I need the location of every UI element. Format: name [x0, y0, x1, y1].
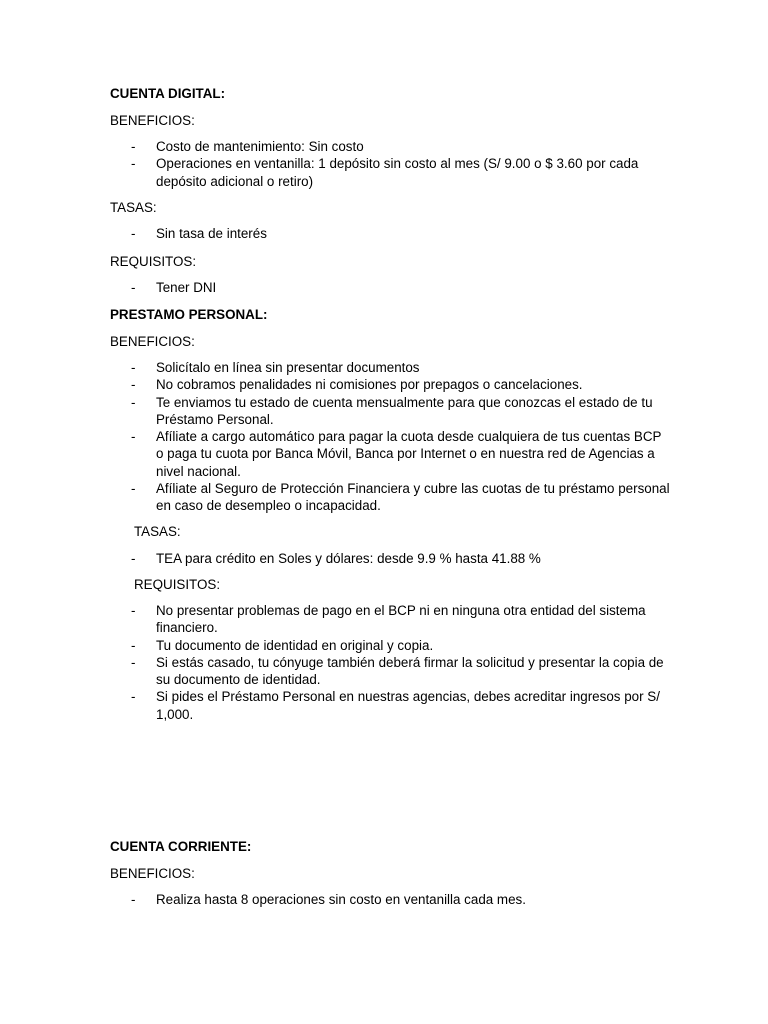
list-item: - No cobramos penalidades ni comisiones por prepagos o cancelaciones. — [131, 377, 583, 393]
list-item: - Solicítalo en línea sin presentar documentos — [131, 360, 420, 375]
bullet-dash: - — [131, 637, 136, 653]
list-item: - Si estás casado, tu cónyuge también deberá firmar la solicitud y presentar la copia de su documento de identidad. — [131, 654, 664, 688]
list-item: - Sin tasa de interés — [131, 226, 267, 241]
cuenta-digital-requisitos-label: REQUISITOS: — [110, 254, 197, 269]
prestamo-personal-beneficios-label: BENEFICIOS: — [110, 334, 195, 349]
cuenta-digital-beneficios-list — [131, 138, 671, 190]
bullet-dash: - — [131, 654, 136, 670]
cuenta-corriente-beneficios-list — [131, 891, 671, 908]
list-item: - Tu documento de identidad en original y copia. — [131, 637, 434, 653]
list-item: - Tener DNI — [131, 280, 217, 295]
prestamo-personal-beneficios-list — [131, 359, 671, 515]
bullet-dash: - — [131, 429, 136, 445]
bullet-dash: - — [131, 892, 136, 907]
prestamo-personal-title: PRESTAMO PERSONAL: — [110, 307, 268, 322]
cuenta-corriente-title: CUENTA CORRIENTE: — [110, 839, 252, 854]
list-item: - TEA para crédito en Soles y dólares: desde 9.9 % hasta 41.88 % — [131, 551, 541, 566]
bullet-dash: - — [131, 139, 136, 154]
cuenta-digital-title: CUENTA DIGITAL: — [110, 86, 226, 101]
list-item: - Operaciones en ventanilla: 1 depósito sin costo al mes (S/ 9.00 o $ 3.60 por cada depósito adicional o retiro) — [131, 156, 639, 189]
bullet-dash: - — [131, 394, 136, 410]
list-item: - Si pides el Préstamo Personal en nuestras agencias, debes acreditar ingresos por S/ 1,000. — [131, 689, 660, 722]
bullet-dash: - — [131, 689, 136, 705]
bullet-dash: - — [131, 551, 136, 566]
list-item: - Afíliate al Seguro de Protección Financiera y cubre las cuotas de tu préstamo personal en caso de desempleo o incapacidad. — [131, 481, 670, 514]
bullet-dash: - — [131, 280, 136, 295]
cuenta-digital-beneficios-label: BENEFICIOS: — [110, 113, 195, 128]
cuenta-digital-requisitos-list — [131, 279, 671, 296]
list-item: - No presentar problemas de pago en el BCP ni en ninguna otra entidad del sistema financiero. — [131, 603, 646, 636]
list-item: - Costo de mantenimiento: Sin costo — [131, 139, 364, 154]
cuenta-digital-tasas-label: TASAS: — [110, 200, 157, 215]
list-item: - Te enviamos tu estado de cuenta mensualmente para que conozcas el estado de tu Préstamo Personal. — [131, 394, 653, 427]
prestamo-personal-requisitos-label: REQUISITOS: — [134, 577, 221, 592]
cuenta-digital-tasas-list — [131, 225, 671, 242]
list-item: - Realiza hasta 8 operaciones sin costo en ventanilla cada mes. — [131, 892, 526, 907]
prestamo-personal-tasas-label: TASAS: — [134, 524, 181, 539]
list-item: - Afíliate a cargo automático para pagar la cuota desde cualquiera de tus cuentas BCP o paga tu cuota por Banca Móvil, Banca por Internet o en nuestra red de Agencias a nivel nacional. — [131, 429, 662, 479]
bullet-dash: - — [131, 226, 136, 241]
bullet-dash: - — [131, 603, 136, 618]
bullet-dash: - — [131, 360, 136, 375]
bullet-dash: - — [131, 481, 136, 497]
bullet-dash: - — [131, 377, 136, 393]
prestamo-personal-tasas-list — [131, 550, 671, 567]
prestamo-personal-requisitos-list — [131, 602, 671, 723]
bullet-dash: - — [131, 156, 136, 172]
cuenta-corriente-beneficios-label: BENEFICIOS: — [110, 866, 195, 881]
